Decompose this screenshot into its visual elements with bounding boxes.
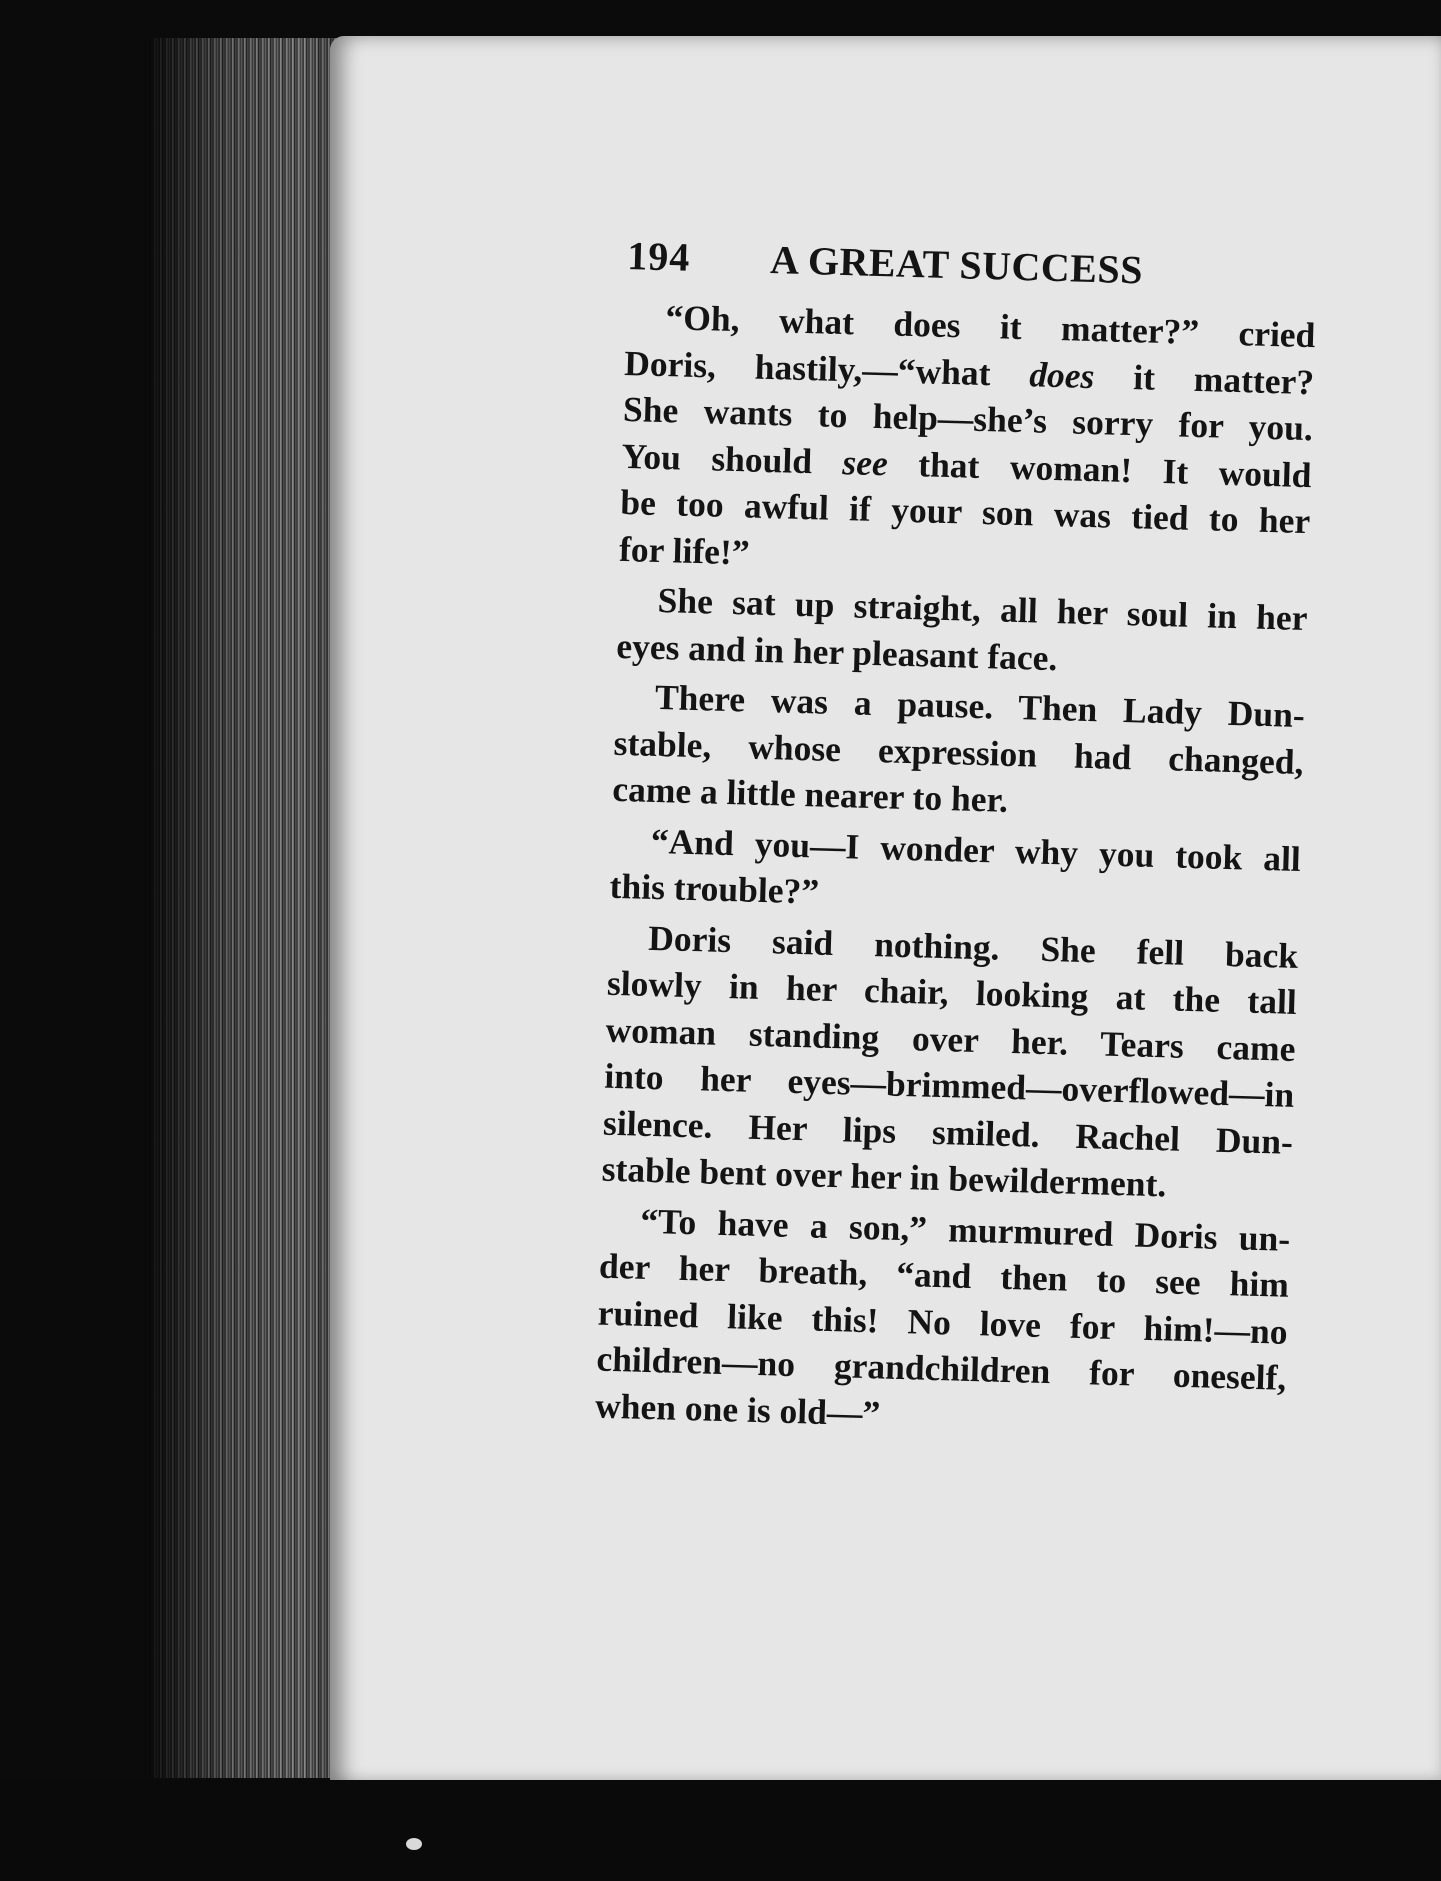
text-block bbox=[594, 232, 1317, 1452]
paragraph bbox=[601, 913, 1299, 1211]
paragraph bbox=[609, 816, 1301, 928]
text-line: came a little nearer to her. bbox=[611, 768, 1009, 820]
text-line: woman standing over her. Tears came bbox=[605, 1009, 1297, 1069]
text-line: der her breath, “and then to see him bbox=[598, 1245, 1290, 1305]
text-line: She wants to help—she’s sorry for you. bbox=[622, 388, 1314, 449]
text-line: “To have a son,” murmured Doris un- bbox=[639, 1200, 1291, 1259]
text-line: You should see that woman! It would bbox=[621, 435, 1313, 495]
text-line: when one is old—” bbox=[594, 1385, 881, 1433]
text-line: “Oh, what does it matter?” cried bbox=[665, 297, 1316, 356]
text-line: There was a pause. Then Lady Dun- bbox=[654, 676, 1306, 736]
page-number: 194 bbox=[626, 232, 691, 280]
text-line: “And you—I wonder why you took all bbox=[650, 820, 1302, 879]
text-line: eyes and in her pleasant face. bbox=[615, 625, 1058, 678]
text-line: stable, whose expression had changed, bbox=[613, 722, 1305, 782]
dust-speck bbox=[406, 1838, 422, 1850]
text-line: Doris, hastily,—“what does it matter? bbox=[623, 342, 1315, 402]
text-line: silence. Her lips smiled. Rachel Dun- bbox=[602, 1102, 1294, 1162]
paragraph bbox=[616, 576, 1308, 688]
text-line: be too awful if your son was tied to her bbox=[619, 481, 1311, 542]
text-line: Doris said nothing. She fell back bbox=[647, 917, 1299, 976]
text-line: ruined like this! No love for him!—no bbox=[597, 1292, 1289, 1352]
text-line: this trouble?” bbox=[609, 865, 820, 912]
text-line: for life!” bbox=[618, 528, 751, 573]
text-line: slowly in her chair, looking at the tall bbox=[606, 962, 1298, 1022]
text-line: stable bent over her in bewilderment. bbox=[601, 1148, 1167, 1205]
text-line: She sat up straight, all her soul in her bbox=[657, 579, 1309, 639]
paragraph bbox=[612, 673, 1306, 832]
text-line: into her eyes—brimmed—overflowed—in bbox=[603, 1055, 1295, 1115]
paragraph bbox=[595, 1196, 1291, 1448]
scan-bottom-border bbox=[0, 1780, 1441, 1881]
paragraph bbox=[619, 293, 1317, 591]
running-title: A GREAT SUCCESS bbox=[769, 236, 1144, 293]
fore-edge-shadow bbox=[150, 38, 350, 1778]
text-line: children—no grandchildren for oneself, bbox=[595, 1338, 1287, 1398]
